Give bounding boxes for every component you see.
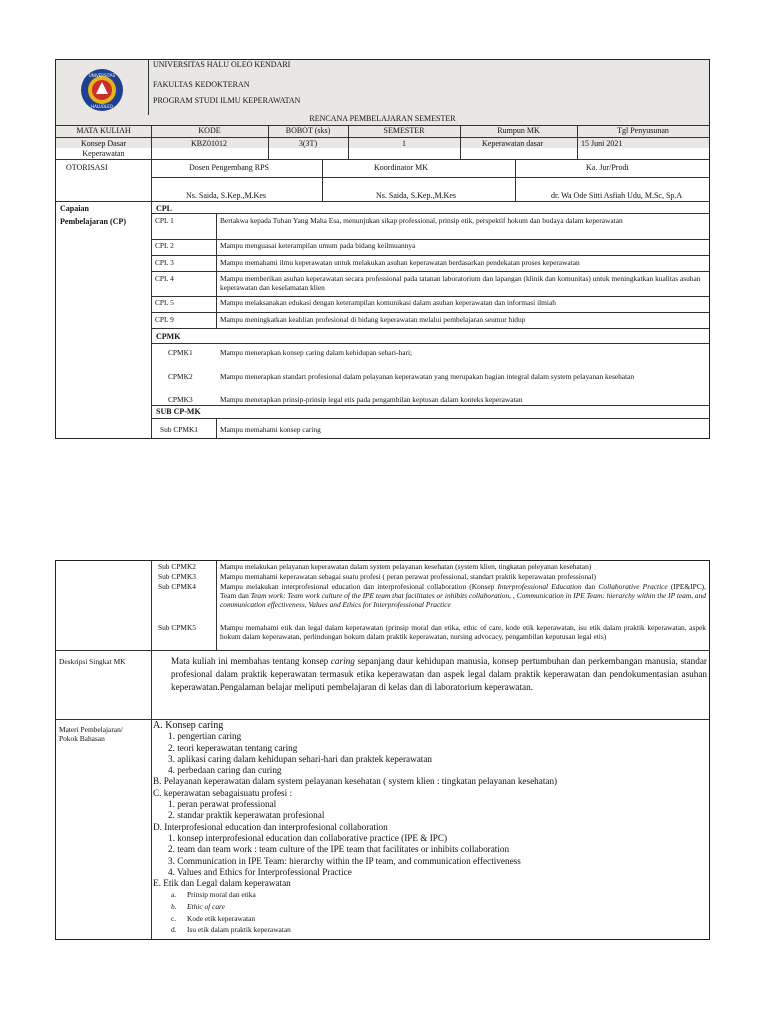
materi-subtopic: 2. teori keperawatan tentang caring — [168, 742, 298, 753]
materi-subtopic: b. Ethic of care — [171, 902, 225, 912]
rps-page-1 — [55, 59, 710, 439]
cpl-text: Bertakwa kepada Tuhan Yang Maha Esa, menunjukan sikap professional, prinsip etik, perspektif hokum dan budaya dalam keperawatan — [220, 216, 623, 225]
course-cluster: Keperawatan dasar — [482, 139, 544, 148]
materi-topic: A. Konsep caring — [153, 720, 224, 731]
cpl-code: CPL 5 — [155, 298, 174, 307]
cpl-code: CPL 2 — [155, 241, 174, 250]
materi-label: Materi Pembelajaran/ Pokok Bahasan — [59, 725, 123, 744]
cpl-text: Mampu meningkatkan keahlian profesional di bidang keperawatan melalui pembelajaran seumur hidup — [220, 315, 526, 324]
materi-subtopic: 4. perbedaan caring dan curing — [168, 765, 282, 776]
svg-text:HALUOLEO: HALUOLEO — [91, 104, 113, 109]
header-mata-kuliah: MATA KULIAH — [76, 126, 131, 135]
header-tgl: Tgl Penyusunan — [617, 126, 669, 135]
coord-label: Koordinator MK — [374, 163, 428, 172]
materi-topic: E. Etik dan Legal dalam keperawatan — [153, 878, 291, 889]
materi-topic: B. Pelayanan keperawatan dalam system pelayanan kesehatan ( system klien : tingkatan pelayanan kesehatan) — [153, 776, 558, 787]
cpmk-code: CPMK2 — [168, 372, 193, 381]
cpl-code: CPL 4 — [155, 274, 174, 283]
rps-page-2 — [55, 560, 710, 940]
document-title: RENCANA PEMBELAJARAN SEMESTER — [309, 114, 456, 123]
svg-text:UNIVERSITAS: UNIVERSITAS — [88, 73, 116, 78]
cpmk-text: Mampu menerapkan standart profesional dalam pelayanan keperawatan yang merupakan bagian integral dalam system pelayanan kesehatan — [220, 372, 635, 381]
cp-label: Capaian Pembelajaran (CP) — [60, 204, 126, 226]
course-name: Konsep Dasar Keperawatan — [80, 139, 127, 158]
course-description: Mata kuliah ini membahas tentang konsep caring sepanjang daur kehidupan manusia, konsep pertumbuhan dan perkembangan manusia, standar profesional dalam praktik keperawatan termasuk etika keperawatan dan aspek legal dalam praktik keperawatan dan pendokumentasian asuhan keperawatan.Pengalaman belajar meliputi pembelajaran di kelas dan di laboratorium keperawatan. — [171, 656, 707, 692]
cpl-text: Mampu memberikan asuhan keperawatan secara professional pada tatanan laboratorium dan lapangan (klinik dan komunitas) untuk meningkatkan kualitas asuhan keperawatan dan keselamatan klien — [220, 274, 701, 293]
materi-topic: C. keperawatan sebagaisuatu profesi : — [153, 787, 293, 798]
university-name: UNIVERSITAS HALU OLEO KENDARI — [153, 60, 291, 69]
materi-subtopic: 4. Values and Ethics for Interprofessional Practice — [168, 866, 352, 877]
materi-subtopic: d. Isu etik dalam praktik keperawatan — [171, 925, 291, 935]
subcpmk-code: Sub CPMK2 — [158, 562, 196, 571]
cpl-header: CPL — [156, 204, 172, 213]
subcpmk-code: Sub CPMK5 — [158, 623, 196, 632]
desc-label: Deskripsi Singkat MK — [59, 657, 126, 666]
cpl-text: Mampu memahami ilmu keperawatan untuk melakukan asuhan keperawatan berdasarkan pendekatan proses keperawatan — [220, 258, 580, 267]
materi-subtopic: 1. peran perawat professional — [168, 799, 277, 810]
program-name: PROGRAM STUDI ILMU KEPERAWATAN — [153, 96, 301, 105]
dev-label: Dosen Pengembang RPS — [189, 163, 269, 172]
course-credits: 3(3T) — [298, 139, 318, 148]
materi-list — [153, 720, 707, 936]
header-bobot: BOBOT (sks) — [285, 126, 331, 135]
subcpmk-text: Mampu melakukan interprofesional education dan interprofesional collaboration (Konsep Interprofessional Education dan Collaborative Practice (IPE&IPC), Team dan Team work: Team work culture of the IPE team that facilitates or inhibits collaboration, , Communication in IPE Team: hierarchy within the IP team, and communication effectiveness, Values and Ethics for Interprofessional Practice — [220, 582, 706, 610]
cpmk-code: CPMK3 — [168, 395, 193, 404]
otorisasi-label: OTORISASI — [66, 163, 108, 172]
cpl-code: CPL 3 — [155, 258, 174, 267]
faculty-name: FAKULTAS KEDOKTERAN — [153, 80, 250, 89]
cpmk-code: CPMK1 — [168, 348, 193, 357]
cpl-text: Mampu menguasai keterampilan umum pada bidang keilmuannya — [220, 241, 416, 250]
head-label: Ka. Jur/Prodi — [586, 163, 629, 172]
subcpmk-text: Mampu memahami etik dan legal dalam keperawatan (prinsip moral dan etika, ethic of care, kode etik keperawatan, isu etik dalam praktik keperawatan, aspek hokum dalam keperawatan, perlindungan hokum dalam praktik keperawatan, nursing advocacy, pengambilan keputusan legal etis) — [220, 623, 706, 642]
materi-subtopic: a. Prinsip moral dan etika — [171, 890, 256, 900]
subcpmk-text: Mampu memahami keperawatan sebagai suatu profesi ( peran perawat professional, standart praktik keperawatan professional) — [220, 572, 596, 581]
cpl-code: CPL 9 — [155, 315, 174, 324]
subcpmk-code: Sub CPMK1 — [160, 425, 198, 434]
materi-topic: D. Interprofesional education dan interprofesional collaboration — [153, 821, 388, 832]
header-semester: SEMESTER — [383, 126, 425, 135]
head-name: dr. Wa Ode Sitti Asfiah Udu, M.Sc, Sp.A — [551, 191, 683, 200]
materi-subtopic: 2. team dan team work : team culture of the IPE team that facilitates or inhibits collaboration — [168, 844, 510, 855]
dev-name: Ns. Saida, S.Kep.,M.Kes — [186, 191, 266, 200]
materi-subtopic: 3. Communication in IPE Team: hierarchy within the IP team, and communication effectiveness — [168, 855, 521, 866]
subcpmk-text: Mampu memahami konsep caring — [220, 425, 321, 434]
subcpmk-code: Sub CPMK3 — [158, 572, 196, 581]
cpmk-header: CPMK — [156, 332, 181, 341]
university-logo — [75, 68, 129, 112]
coord-name: Ns. Saida, S.Kep.,M.Kes — [376, 191, 456, 200]
course-code: KBZ01012 — [191, 139, 227, 148]
materi-subtopic: 1. pengertian caring — [168, 731, 242, 742]
materi-subtopic: 3. aplikasi caring dalam kehidupan sehari-hari dan praktek keperawatan — [168, 753, 433, 764]
course-semester: 1 — [402, 139, 406, 148]
subcpmk-code: Sub CPMK4 — [158, 582, 196, 591]
cpmk-text: Mampu menerapkan prinsip-prinsip legal etis pada pengambilan keptusan dalam konteks keperawatan — [220, 395, 523, 404]
cpmk-text: Mampu menerapkan konsep caring dalam kehidupan sehari-hari; — [220, 348, 413, 357]
cpl-text: Mampu melaksanakan edukasi dengan keterampilan komunikasi dalam asuhan keperawatan dan informasi ilmiah — [220, 298, 556, 307]
header-rumpun: Rumpun MK — [497, 126, 540, 135]
subcpmk-header: SUB CP-MK — [156, 407, 201, 416]
materi-subtopic: 2. standar praktik keperawatan profesional — [168, 810, 325, 821]
header-kode: KODE — [198, 126, 221, 135]
course-date: 15 Juni 2021 — [581, 139, 623, 148]
cpl-code: CPL 1 — [155, 216, 174, 225]
materi-subtopic: c. Kode etik keperawatan — [171, 913, 256, 923]
materi-subtopic: 1. konsep interprofesional education dan collaborative practice (IPE & IPC) — [168, 832, 448, 843]
subcpmk-text: Mampu melakukan pelayanan keperawatan dalam system pelayanan kesehatan (system klien, tingkatan peleyanan kesehatan) — [220, 562, 592, 571]
